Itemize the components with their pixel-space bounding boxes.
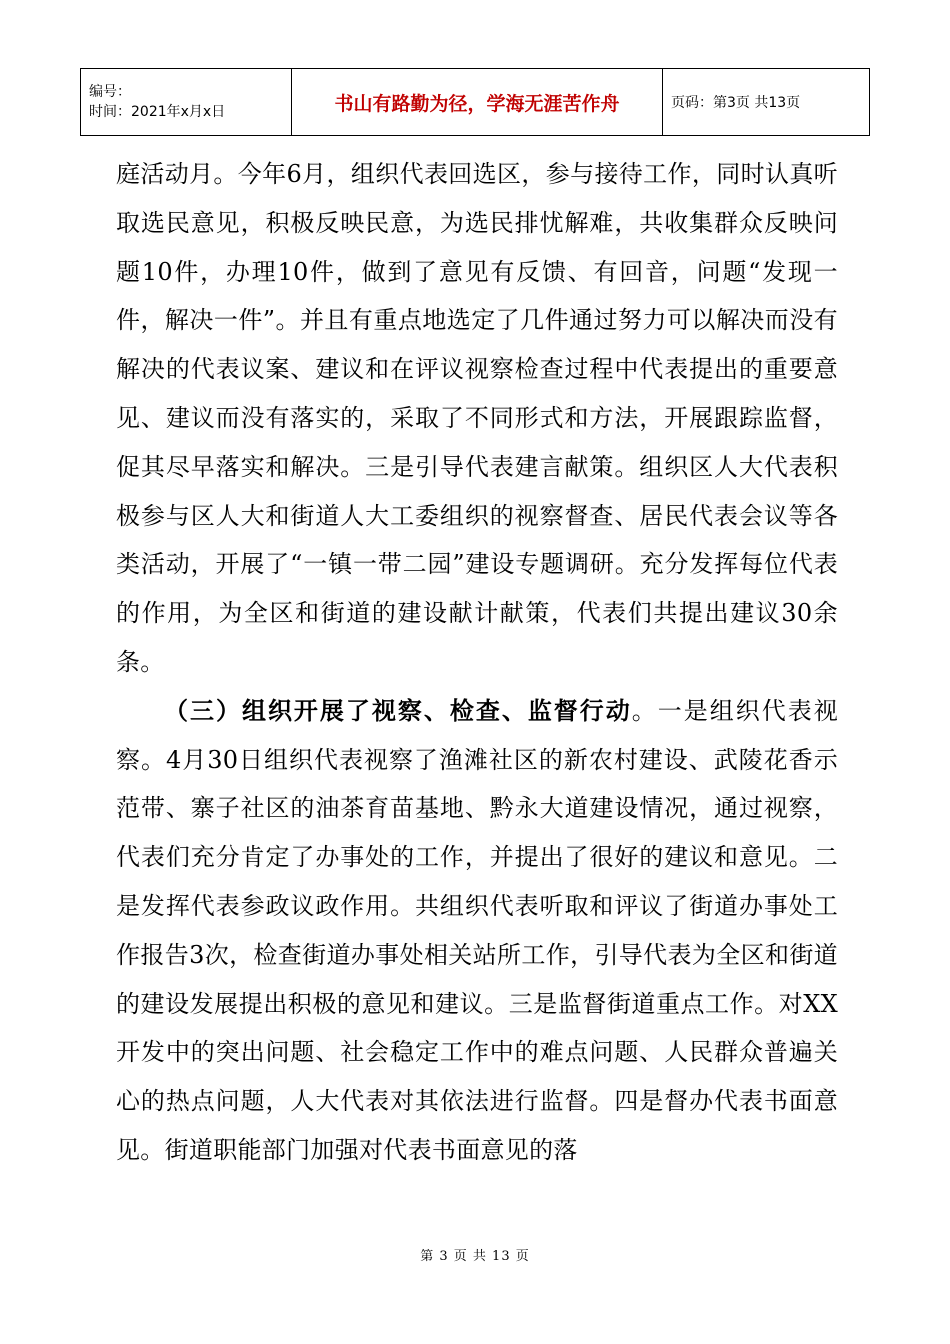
paragraph-continued: 庭活动月。今年6月，组织代表回选区，参与接待工作，同时认真听取选民意见，积极反映民意，为选民排忧解难，共收集群众反映问题10件，办理10件，做到了意见有反馈、有回音，问题“发现一件，解决一件”。并且有重点地选定了几件通过努力可以解决而没有解决的代表议案、建议和在评议视察检查过程中代表提出的重要意见、建议而没有落实的，采取了不同形式和方法，开展跟踪监督，促其尽早落实和解决。三是引导代表建言献策。组织区人大代表积极参与区人大和街道人大工委组织的视察督查、居民代表会议等各类活动，开展了“一镇一带二园”建设专题调研。充分发挥每位代表的作用，为全区和街道的建设献计献策，代表们共提出建议30余条。 [116,160,838,676]
page-footer: 第 3 页 共 13 页 [420,1249,530,1264]
paragraph-section-three [116,687,838,1175]
page-header [80,68,870,136]
section-heading: （三）组织开展了视察、检查、监督行动 [164,695,632,725]
document-body [116,150,838,1175]
header-meta-cell [81,69,292,136]
section-text: 。一是组织代表视察。4月30日组织代表视察了渔滩社区的新农村建设、武陵花香示范带、寨子社区的油茶育苗基地、黔永大道建设情况，通过视察，代表们充分肯定了办事处的工作，并提出了很好的建议和意见。二是发挥代表参政议政作用。共组织代表听取和评议了街道办事处工作报告3次，检查街道办事处相关站所工作，引导代表为全区和街道的建设发展提出积极的意见和建议。三是监督街道重点工作。对XX开发中的突出问题、社会稳定工作中的难点问题、人民群众普遍关心的热点问题，人大代表对其依法进行监督。四是督办代表书面意见。街道职能部门加强对代表书面意见的落 [116,696,838,1164]
code-label: 编号： [89,84,131,100]
header-motto: 书山有路勤为径，学海无涯苦作舟 [292,69,663,136]
header-page-info: 页码：第3页 共13页 [663,69,870,136]
date-label: 时间：2021年x月x日 [89,104,226,120]
